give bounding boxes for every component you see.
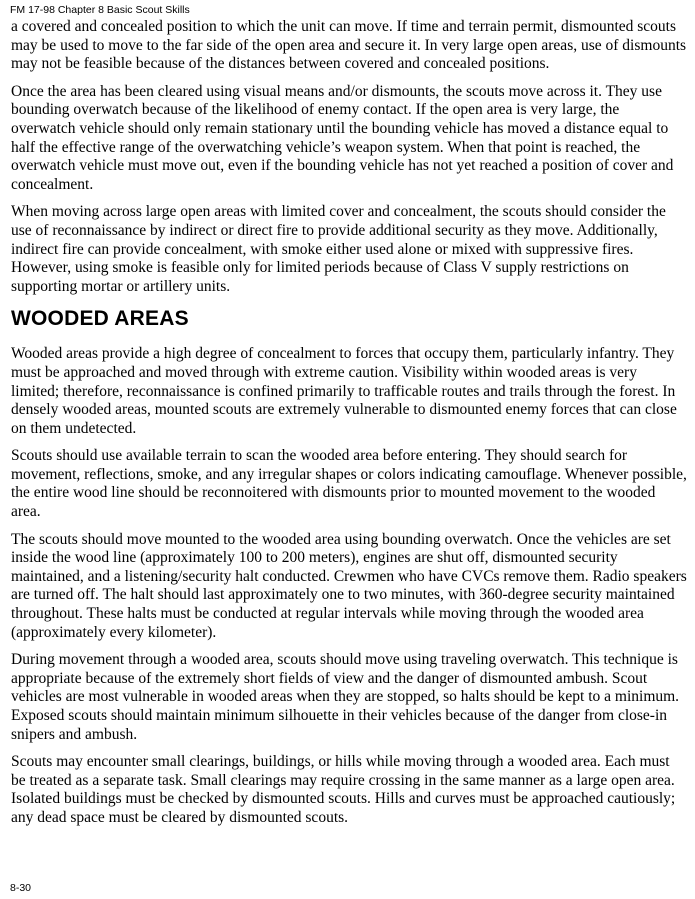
paragraph: Once the area has been cleared using visual means and/or dismounts, the scouts move across it. They use bounding overwatch because of the likelihood of enemy contact. If the open area is very large, the overwatch vehicle should only remain stationary until the bounding vehicle has moved a distance equal to half the effective range of the overwatching vehicle’s weapon system. When that point is reached, the overwatch vehicle must move out, even if the bounding vehicle has not yet reached a position of cover and concealment. [11, 82, 674, 193]
paragraph: a covered and concealed position to which the unit can move. If time and terrain permit, dismounted scouts may be used to move to the far side of the open area and secure it. In very large open areas, use of dismounts may not be feasible because of the distances between covered and concealed positions. [11, 18, 687, 73]
section-heading: WOODED AREAS [11, 307, 189, 331]
paragraph: Scouts may encounter small clearings, buildings, or hills while moving through a wooded area. Each must be treated as a separate task. Small clearings may require crossing in the same manner as a large open area. Isolated buildings must be checked by dismounted scouts. Hills and curves must be approached cautiously; any dead space must be cleared by dismounted scouts. [11, 753, 676, 826]
running-header: FM 17-98 Chapter 8 Basic Scout Skills [10, 4, 190, 16]
paragraph: The scouts should move mounted to the wooded area using bounding overwatch. Once the vehicles are set inside the wood line (approximately 100 to 200 meters), engines are shut off, dismounted security maintained, and a listening/security halt conducted. Crewmen who have CVCs remove them. Radio speakers are turned off. The halt should last approximately one to two minutes, with 360-degree security maintained throughout. These halts must be conducted at regular intervals while moving through the wooded area (approximately every kilometer). [11, 530, 687, 641]
paragraph: Scouts should use available terrain to scan the wooded area before entering. They should search for movement, reflections, smoke, and any irregular shapes or colors indicating camouflage. Whenever possible, the entire wood line should be reconnoitered with dismounts prior to mounted movement to the wooded area. [11, 447, 687, 521]
paragraph: During movement through a wooded area, scouts should move using traveling overwatch. This technique is appropriate because of the extremely short fields of view and the danger of dismounted ambush. Scout vehicles are most vulnerable in wooded areas when they are stopped, so halts should be kept to a minimum. Exposed scouts should maintain minimum silhouette in their vehicles because of the danger from close-in snipers and ambush. [11, 651, 680, 743]
paragraph: When moving across large open areas with limited cover and concealment, the scouts should consider the use of reconnaissance by indirect or direct fire to provide additional security as they move. Additionally, indirect fire can provide concealment, with smoke either used alone or mixed with suppressive fires. However, using smoke is feasible only for limited periods because of Class V supply restrictions on supporting mortar or artillery units. [11, 203, 666, 295]
document-body [11, 18, 687, 837]
page-number: 8-30 [10, 882, 32, 894]
paragraph: Wooded areas provide a high degree of concealment to forces that occupy them, particularly infantry. They must be approached and moved through with extreme caution. Visibility within wooded areas is very limited; therefore, reconnaissance is confined primarily to trafficable routes and trails through the forest. In densely wooded areas, mounted scouts are extremely vulnerable to dismounted enemy forces that can close on them undetected. [11, 345, 677, 437]
